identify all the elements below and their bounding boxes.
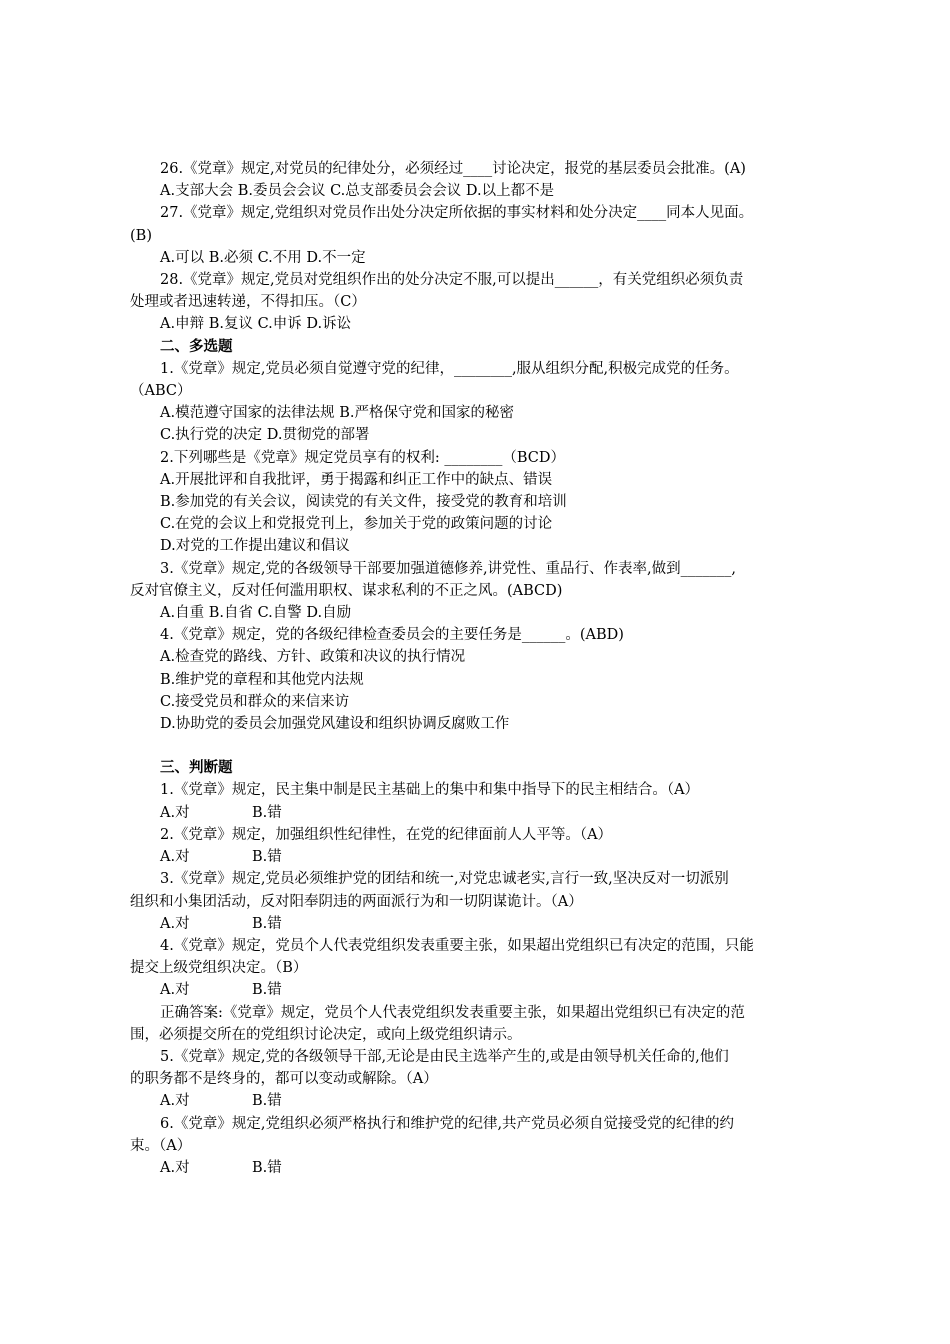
- text-line: A.开展批评和自我批评，勇于揭露和纠正工作中的缺点、错误: [160, 471, 553, 488]
- text-line: C.执行党的决定 D.贯彻党的部署: [160, 427, 370, 444]
- text-line: A.支部大会 B.委员会会议 C.总支部委员会会议 D.以上都不是: [160, 183, 555, 200]
- option-true: A.对: [160, 915, 190, 932]
- option-false: B.错: [252, 804, 282, 821]
- true-false-options: [130, 802, 830, 824]
- section-heading: 三、判断题: [160, 759, 233, 777]
- text-line: 提交上级党组织决定。（B）: [130, 960, 308, 977]
- text-line: A.申辩 B.复议 C.申诉 D.诉讼: [160, 316, 352, 333]
- option-false: B.错: [252, 915, 282, 932]
- text-line: A.检查党的路线、方针、政策和决议的执行情况: [160, 649, 466, 666]
- text-line: 3.《党章》规定,党员必须维护党的团结和统一,对党忠诚老实,言行一致,坚决反对一切派别: [160, 871, 729, 888]
- text-line: A.自重 B.自省 C.自警 D.自励: [160, 605, 352, 622]
- true-false-options: [130, 1157, 830, 1179]
- text-line: B.维护党的章程和其他党内法规: [160, 671, 364, 688]
- option-false: B.错: [252, 849, 282, 866]
- text-line: B.参加党的有关会议，阅读党的有关文件，接受党的教育和培训: [160, 494, 567, 511]
- text-line: 处理或者迅速转递，不得扣压。（C）: [130, 294, 366, 311]
- option-true: A.对: [160, 849, 190, 866]
- text-line: 的职务都不是终身的，都可以变动或解除。（A）: [130, 1071, 438, 1088]
- text-line: A.可以 B.必须 C.不用 D.不一定: [160, 249, 366, 266]
- text-line: 围，必须提交所在的党组织讨论决定，或向上级党组织请示。: [130, 1026, 522, 1043]
- text-line: 28.《党章》规定,党员对党组织作出的处分决定不服,可以提出______，有关党组织必须负责: [160, 272, 744, 289]
- text-line: 2.《党章》规定，加强组织性纪律性，在党的纪律面前人人平等。（A）: [160, 826, 613, 843]
- text-line: 27.《党章》规定,党组织对党员作出处分决定所依据的事实材料和处分决定____同本人见面。: [160, 205, 754, 222]
- true-false-options: [130, 846, 830, 868]
- text-line: (B): [130, 227, 152, 244]
- true-false-options: [130, 979, 830, 1001]
- text-line: A.模范遵守国家的法律法规 B.严格保守党和国家的秘密: [160, 405, 514, 422]
- text-line: C.在党的会议上和党报党刊上，参加关于党的政策问题的讨论: [160, 516, 553, 533]
- option-true: A.对: [160, 804, 190, 821]
- text-line: 2.下列哪些是《党章》规定党员享有的权利: ________（BCD）: [160, 449, 565, 466]
- section-heading: 二、多选题: [160, 337, 233, 355]
- text-line: 3.《党章》规定,党的各级领导干部要加强道德修养,讲党性、重品行、作表率,做到_______,: [160, 560, 737, 577]
- option-false: B.错: [252, 982, 282, 999]
- text-line: 束。（A）: [130, 1137, 192, 1154]
- text-line: 反对官僚主义，反对任何滥用职权、谋求私利的不正之风。(ABCD): [130, 582, 563, 599]
- text-line: 4.《党章》规定，党员个人代表党组织发表重要主张，如果超出党组织已有决定的范围，只能: [160, 937, 754, 954]
- text-line: 26.《党章》规定,对党员的纪律处分，必须经过____讨论决定，报党的基层委员会批准。(A): [160, 161, 746, 177]
- text-line: D.对党的工作提出建议和倡议: [160, 538, 350, 555]
- option-true: A.对: [160, 1159, 190, 1176]
- text-line: （ABC）: [130, 383, 192, 400]
- true-false-options: [130, 1090, 830, 1112]
- text-line: 6.《党章》规定,党组织必须严格执行和维护党的纪律,共产党员必须自觉接受党的纪律的约: [160, 1115, 735, 1132]
- text-line: 组织和小集团活动，反对阳奉阴违的两面派行为和一切阴谋诡计。（A）: [130, 893, 583, 910]
- text-line: D.协助党的委员会加强党风建设和组织协调反腐败工作: [160, 716, 510, 733]
- option-true: A.对: [160, 982, 190, 999]
- text-line: 4.《党章》规定，党的各级纪律检查委员会的主要任务是______。(ABD): [160, 627, 624, 644]
- text-line: 1.《党章》规定,党员必须自觉遵守党的纪律，________,服从组织分配,积极完成党的任务。: [160, 360, 739, 377]
- text-line: C.接受党员和群众的来信来访: [160, 693, 350, 710]
- text-line: 1.《党章》规定，民主集中制是民主基础上的集中和集中指导下的民主相结合。（A）: [160, 782, 700, 799]
- text-line: 5.《党章》规定,党的各级领导干部,无论是由民主选举产生的,或是由领导机关任命的,他们: [160, 1048, 729, 1065]
- blank-line: [130, 735, 830, 757]
- text-line: 正确答案:《党章》规定，党员个人代表党组织发表重要主张，如果超出党组织已有决定的范: [160, 1004, 745, 1021]
- option-false: B.错: [252, 1093, 282, 1110]
- option-false: B.错: [252, 1159, 282, 1176]
- true-false-options: [130, 913, 830, 935]
- option-true: A.对: [160, 1093, 190, 1110]
